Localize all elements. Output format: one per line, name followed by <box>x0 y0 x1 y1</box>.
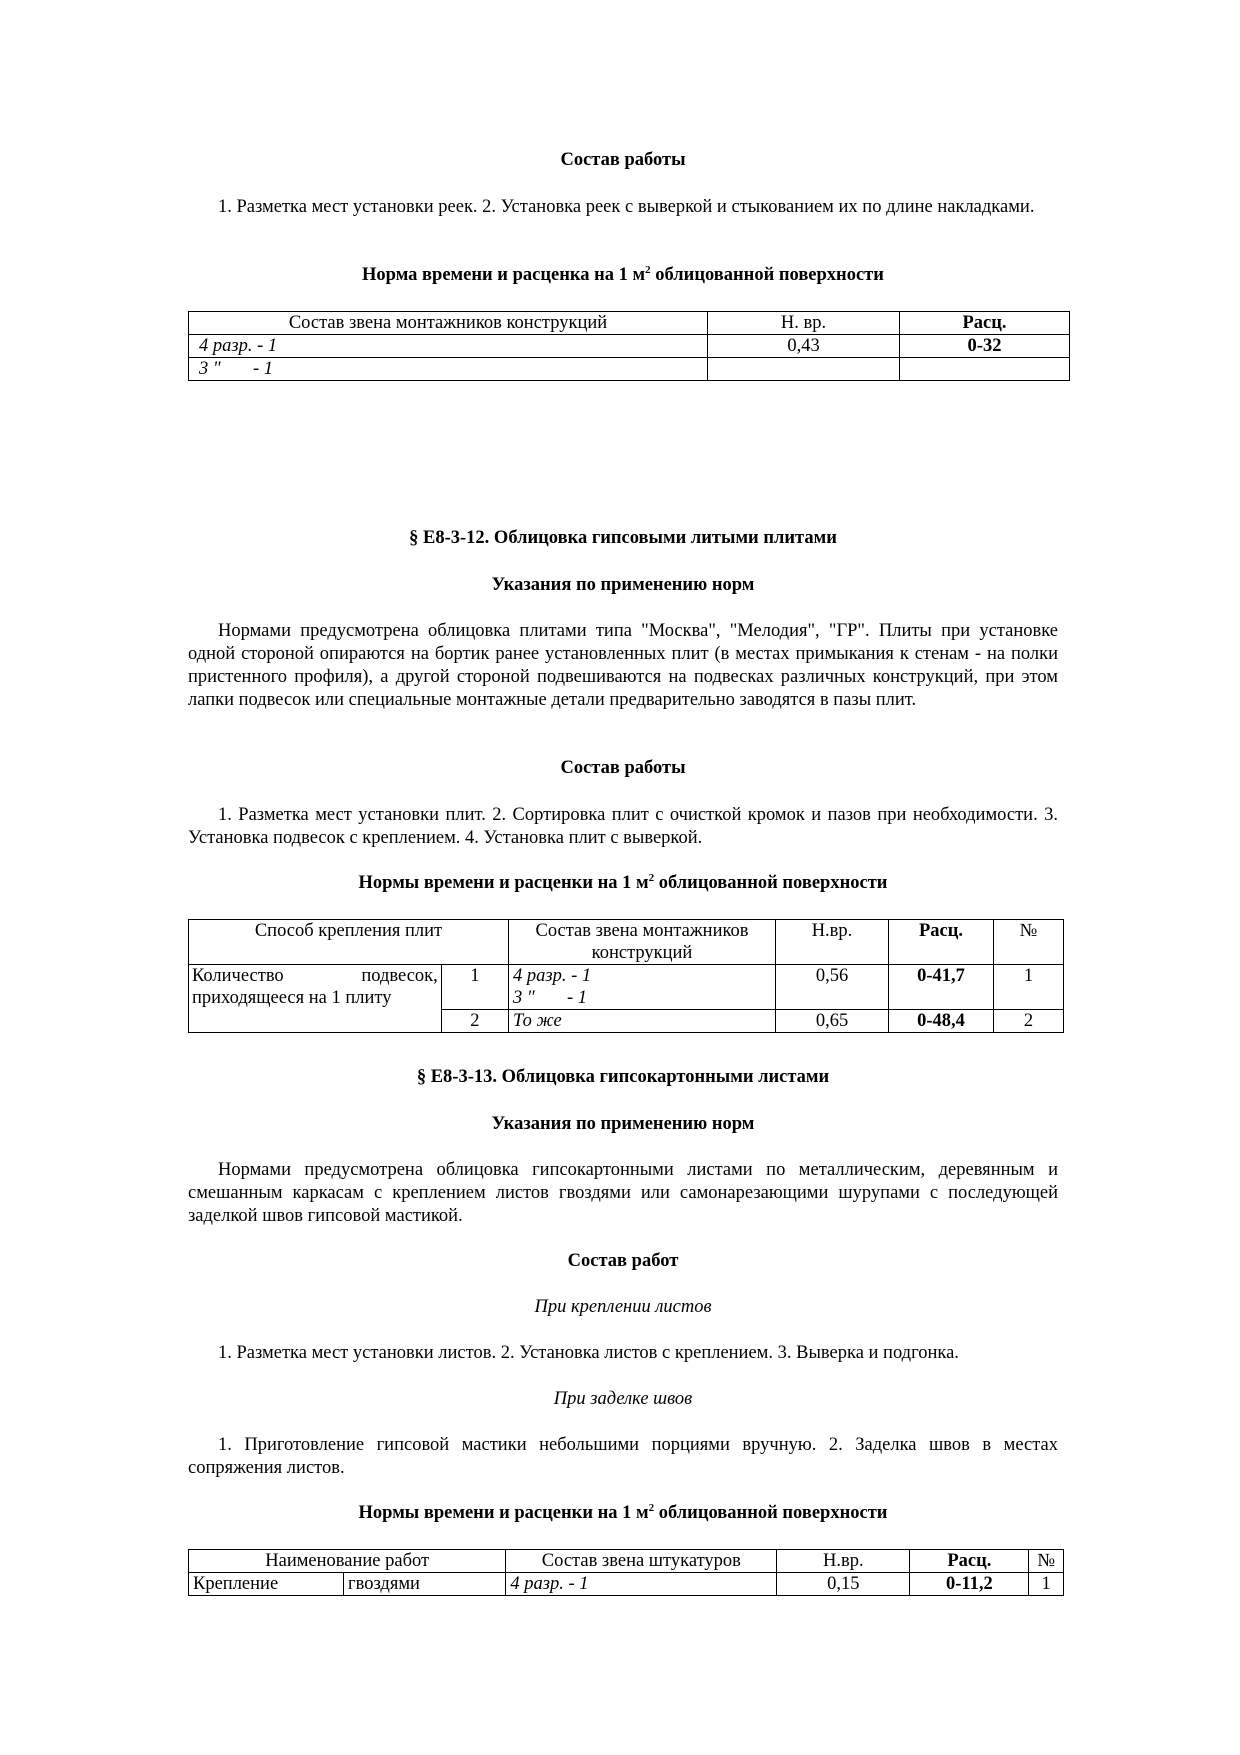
work-composition-text: 1. Разметка мест установки реек. 2. Установка реек с выверкой и стыкованием их по длине накладками. <box>218 197 1035 217</box>
header-work-name: Наименование работ <box>189 1550 506 1573</box>
table-row <box>189 965 1064 1010</box>
instructions-heading: Указания по применению норм <box>491 1114 755 1134</box>
norm-table-c <box>188 1549 1064 1596</box>
cell-number: 2 <box>994 1010 1064 1033</box>
cell-time: 0,43 <box>708 335 900 358</box>
cell-number: 1 <box>1029 1573 1064 1596</box>
header-method: Способ крепления плит <box>189 920 509 965</box>
cell-number: 1 <box>994 965 1064 1010</box>
header-crew: Состав звена монтажников конструкций <box>189 312 708 335</box>
section-title-e8-3-13: § Е8-3-13. Облицовка гипсокартонными листами <box>416 1067 830 1087</box>
cell-time <box>708 358 900 381</box>
fastening-text: 1. Разметка мест установки листов. 2. Установка листов с креплением. 3. Выверка и подгонка. <box>218 1343 959 1363</box>
cell-method: гвоздями <box>344 1573 506 1596</box>
norm-heading: Нормы времени и расценки на 1 $м^2$ облицованной поверхности <box>358 1502 888 1523</box>
table-row <box>189 358 1070 381</box>
norm-heading: Норма времени и расценка на 1 $м^2$ облицованной поверхности <box>362 264 884 285</box>
cell-crew: То же <box>509 1010 776 1033</box>
table-header-row <box>189 312 1070 335</box>
header-time: Н. вр. <box>708 312 900 335</box>
section-title-e8-3-12: § Е8-3-12. Облицовка гипсовыми литыми плитами <box>409 528 837 548</box>
cell-time: 0,15 <box>777 1573 910 1596</box>
cell-price: 0-41,7 <box>889 965 994 1010</box>
instructions-heading: Указания по применению норм <box>491 575 755 595</box>
header-price: Расц. <box>910 1550 1029 1573</box>
instructions-text: Нормами предусмотрена облицовка гипсокартонными листами по металлическим, деревянным и смешанным каркасам с креплением листов гвоздями или самонарезающими шурупами с последующей заделкой швов гипсовой мастикой. <box>188 1160 1058 1226</box>
work-composition-heading: Состав работы <box>560 758 686 778</box>
cell-crew: 3 " - 1 <box>189 358 708 381</box>
header-crew: Состав звена монтажников конструкций <box>509 920 776 965</box>
header-time: Н.вр. <box>776 920 889 965</box>
norm-table-b <box>188 919 1064 1033</box>
header-crew: Состав звена штукатуров <box>506 1550 777 1573</box>
header-price: Расц. <box>900 312 1070 335</box>
work-composition-heading: Состав работ <box>567 1251 679 1271</box>
table-header-row <box>189 920 1064 965</box>
header-time: Н.вр. <box>777 1550 910 1573</box>
cell-crew: 4 разр. - 1 <box>189 335 708 358</box>
norm-table-a <box>188 311 1070 381</box>
table-row <box>189 1573 1064 1596</box>
header-number: № <box>1029 1550 1064 1573</box>
norm-heading: Нормы времени и расценки на 1 $м^2$ облицованной поверхности <box>358 872 888 893</box>
table-header-row <box>189 1550 1064 1573</box>
table-row <box>189 335 1070 358</box>
cell-price: 0-48,4 <box>889 1010 994 1033</box>
header-number: № <box>994 920 1064 965</box>
cell-count: 2 <box>441 1010 508 1033</box>
joint-sealing-text: 1. Приготовление гипсовой мастики небольшими порциями вручную. 2. Заделка швов в местах сопряжения листов. <box>188 1435 1058 1478</box>
cell-price: 0-11,2 <box>910 1573 1029 1596</box>
cell-count: 1 <box>441 965 508 1010</box>
cell-crew: 4 разр. - 1 <box>506 1573 777 1596</box>
instructions-text: Нормами предусмотрена облицовка плитами типа "Москва", "Мелодия", "ГР". Плиты при установке одной стороной опираются на бортик ранее установленных плит (в местах примыкания к стенам - на полки пристенного профиля), а другой стороной подвешиваются на подвесках различных конструкций, при этом лапки подвесок или специальные монтажные детали предварительно заводятся в пазы плит. <box>188 621 1058 710</box>
cell-price <box>900 358 1070 381</box>
cell-time: 0,65 <box>776 1010 889 1033</box>
subheading-fastening: При креплении листов <box>534 1297 712 1317</box>
subheading-joint-sealing: При заделке швов <box>553 1389 693 1409</box>
work-composition-text: 1. Разметка мест установки плит. 2. Сортировка плит с очисткой кромок и пазов при необходимости. 3. Установка подвесок с креплением. 4. Установка плит с выверкой. <box>188 805 1058 848</box>
cell-row-label: Количество подвесок, приходящееся на 1 плиту <box>189 965 442 1033</box>
cell-work: Крепление <box>189 1573 344 1596</box>
cell-time: 0,56 <box>776 965 889 1010</box>
work-composition-heading: Состав работы <box>560 150 686 170</box>
header-price: Расц. <box>889 920 994 965</box>
cell-price: 0-32 <box>900 335 1070 358</box>
cell-crew: 4 разр. - 1 3 " - 1 <box>509 965 776 1010</box>
